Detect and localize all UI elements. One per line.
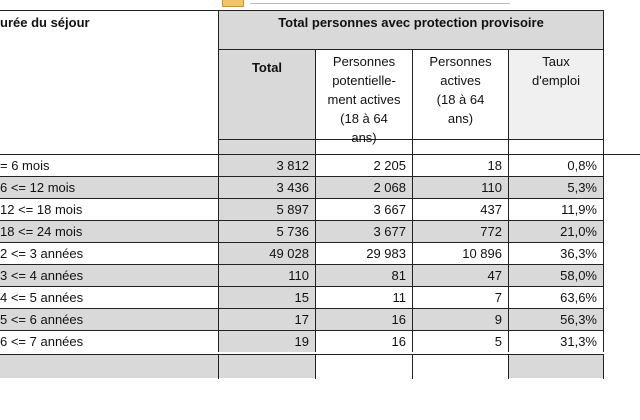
rate-cell: 56,3% [508,308,604,330]
row-label: 12 <= 18 mois [0,198,218,220]
potential-cell: 2 205 [315,154,412,176]
total-cell: 49 028 [218,242,315,264]
potential-header-line: ment actives [327,92,401,107]
potential-header [315,50,412,145]
total-cell: 17 [218,308,315,330]
potential-cell: 11 [315,286,412,308]
footer-cell [412,355,508,379]
active-cell: 9 [412,308,508,330]
row-label: 3 <= 4 années [0,264,218,286]
row-label: 18 <= 24 mois [0,220,218,242]
active-header [412,50,508,140]
rate-header-line: d'emploi [531,73,580,88]
potential-cell: 2 068 [315,176,412,198]
rate-cell: 11,9% [508,198,604,220]
potential-header-line: Personnes [332,54,396,69]
rate-header-line: Taux [542,54,570,69]
active-cell: 110 [412,176,508,198]
potential-header-line: potentielle- [332,73,396,88]
active-cell: 18 [412,154,508,176]
potential-cell: 29 983 [315,242,412,264]
active-cell: 5 [412,330,508,352]
row-label: = 6 mois [0,154,218,176]
total-cell: 3 436 [218,176,315,198]
active-header-line: ans) [447,111,474,126]
total-cell: 15 [218,286,315,308]
total-cell: 5 897 [218,198,315,220]
gap-cell [412,140,508,154]
group-header: Total personnes avec protection provisoire [218,10,604,50]
table-row[interactable] [0,286,604,308]
table-row[interactable] [0,308,604,330]
potential-cell: 3 677 [315,220,412,242]
active-cell: 7 [412,286,508,308]
table-row[interactable] [0,176,604,198]
rate-cell: 21,0% [508,220,604,242]
potential-cell: 16 [315,308,412,330]
potential-header-line: ans) [351,130,377,145]
duration-header: urée du séjour [0,10,218,140]
total-cell: 110 [218,264,315,286]
potential-cell: 81 [315,264,412,286]
active-header-line: (18 à 64 [436,92,485,107]
active-cell: 10 896 [412,242,508,264]
active-cell: 772 [412,220,508,242]
rate-cell: 63,6% [508,286,604,308]
table-row[interactable] [0,242,604,264]
table-row[interactable] [0,220,604,242]
row-label: 2 <= 3 années [0,242,218,264]
row-label: 5 <= 6 années [0,308,218,330]
gap-cell [315,140,412,154]
total-cell: 5 736 [218,220,315,242]
active-header-line: Personnes [429,54,492,69]
rate-cell: 31,3% [508,330,604,352]
rate-cell: 5,3% [508,176,604,198]
row-label: 4 <= 5 années [0,286,218,308]
total-header: Total [218,50,315,140]
gap-cell [508,140,604,154]
total-cell: 19 [218,330,315,352]
rate-header [508,50,604,140]
potential-header-line: (18 à 64 [340,111,388,126]
table-row[interactable] [0,330,604,352]
row-label: 6 <= 7 années [0,330,218,352]
table-row[interactable] [0,198,604,220]
rate-cell: 36,3% [508,242,604,264]
rate-cell: 0,8% [508,154,604,176]
rate-cell: 58,0% [508,264,604,286]
divider-line [604,154,640,155]
potential-cell: 16 [315,330,412,352]
table-row[interactable] [0,154,604,176]
total-cell: 3 812 [218,154,315,176]
footer-cell [315,355,412,379]
row-label: 6 <= 12 mois [0,176,218,198]
table-row[interactable] [0,264,604,286]
footer-cell [218,355,315,379]
potential-cell: 3 667 [315,198,412,220]
footer-row [0,354,604,378]
active-header-line: actives [440,73,481,88]
active-cell: 437 [412,198,508,220]
footer-cell [508,355,604,379]
active-cell: 47 [412,264,508,286]
gap-cell [218,140,315,154]
